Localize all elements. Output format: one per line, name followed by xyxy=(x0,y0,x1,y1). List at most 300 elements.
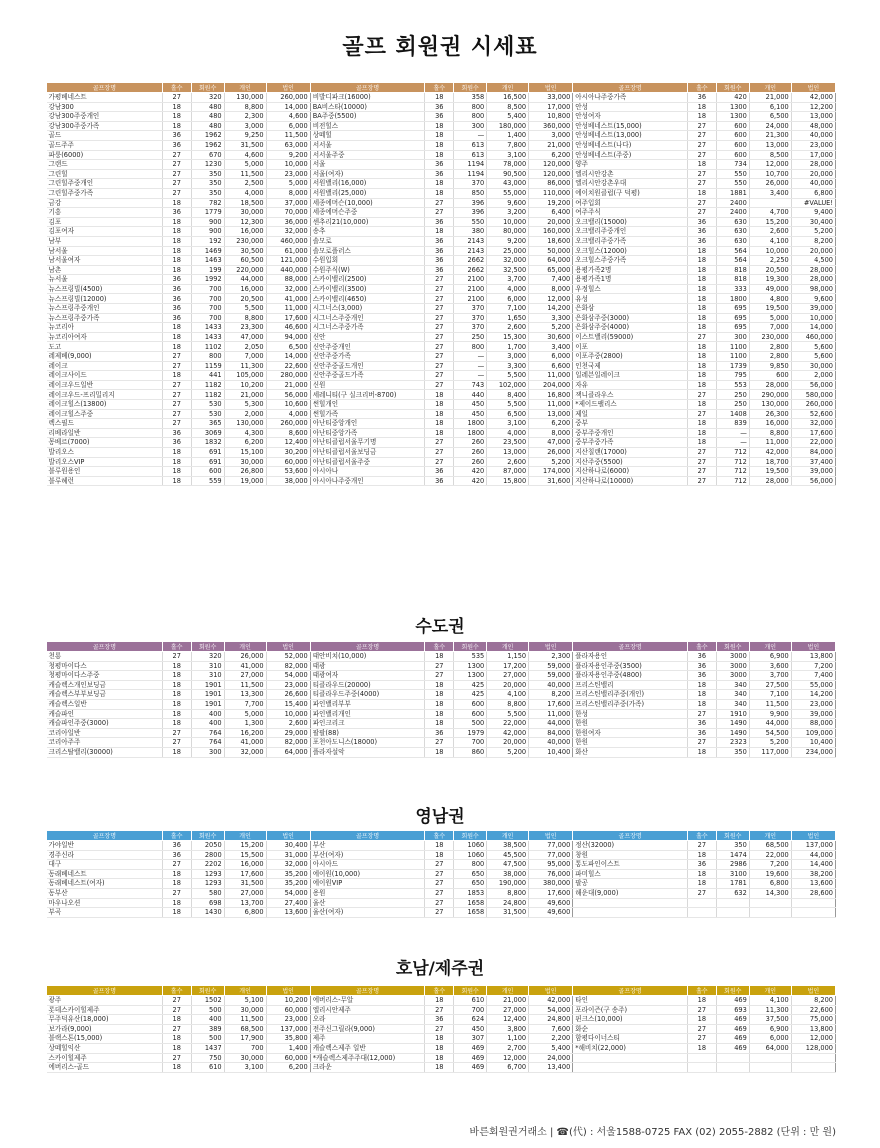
table-row xyxy=(47,652,836,662)
corporate-price-cell: 12,000 xyxy=(529,294,573,304)
holes-cell: 27 xyxy=(162,361,191,371)
holes-cell xyxy=(688,908,717,918)
members-cell: 350 xyxy=(716,841,749,851)
column-header: 홀수 xyxy=(162,986,191,996)
individual-price-cell: 7,100 xyxy=(487,304,529,314)
table-row xyxy=(47,179,836,189)
corporate-price-cell: 75,000 xyxy=(791,1015,835,1025)
holes-cell: 27 xyxy=(688,121,717,131)
members-cell: 500 xyxy=(454,719,487,729)
individual-price-cell: 15,200 xyxy=(749,217,791,227)
course-name-cell: 중부주중가족 xyxy=(573,438,688,448)
holes-cell: 18 xyxy=(688,352,717,362)
members-cell: 400 xyxy=(191,719,224,729)
individual-price-cell: 38,500 xyxy=(487,841,529,851)
column-header: 홀수 xyxy=(162,83,191,93)
individual-price-cell: 13,000 xyxy=(487,447,529,457)
individual-price-cell: 6,000 xyxy=(487,294,529,304)
individual-price-cell: 32,000 xyxy=(224,747,266,757)
corporate-price-cell: 30,200 xyxy=(266,447,310,457)
individual-price-cell: 16,500 xyxy=(487,93,529,103)
course-name-cell: 안성베네스트(주중) xyxy=(573,150,688,160)
holes-cell: 18 xyxy=(425,140,454,150)
corporate-price-cell: 6,000 xyxy=(529,352,573,362)
course-name-cell: 부산 xyxy=(310,841,425,851)
members-cell: 1469 xyxy=(191,246,224,256)
individual-price-cell: 7,000 xyxy=(224,352,266,362)
individual-price-cell: 25,000 xyxy=(487,246,529,256)
holes-cell: 18 xyxy=(688,313,717,323)
course-name-cell: 신안 xyxy=(310,332,425,342)
individual-price-cell: 5,500 xyxy=(487,709,529,719)
members-cell: 389 xyxy=(191,1024,224,1034)
holes-cell: 18 xyxy=(425,996,454,1006)
corporate-price-cell: 23,000 xyxy=(266,680,310,690)
members-cell xyxy=(716,1053,749,1063)
course-name-cell: 엘리시안제주 xyxy=(310,1005,425,1015)
table-row xyxy=(47,256,836,266)
corporate-price-cell: 55,000 xyxy=(791,680,835,690)
holes-cell: 18 xyxy=(162,256,191,266)
course-name-cell: 신안주중가족 xyxy=(310,352,425,362)
holes-cell: 18 xyxy=(425,179,454,189)
corporate-price-cell: 32,000 xyxy=(791,419,835,429)
members-cell: 1194 xyxy=(454,160,487,170)
course-name-cell: 이포주중(2800) xyxy=(573,352,688,362)
holes-cell: 36 xyxy=(425,102,454,112)
column-header: 회원수 xyxy=(454,986,487,996)
members-cell: 700 xyxy=(191,304,224,314)
course-name-cell: 상떼힐 xyxy=(310,131,425,141)
table-row xyxy=(47,400,836,410)
corporate-price-cell: 120,000 xyxy=(529,169,573,179)
corporate-price-cell: 33,000 xyxy=(529,93,573,103)
course-name-cell: 레이크힐스주중 xyxy=(47,409,163,419)
corporate-price-cell: 5,200 xyxy=(529,457,573,467)
corporate-price-cell: 4,000 xyxy=(266,409,310,419)
table-row xyxy=(47,1005,836,1015)
holes-cell: 36 xyxy=(162,438,191,448)
corporate-price-cell: 20,000 xyxy=(791,169,835,179)
table-row xyxy=(47,371,836,381)
individual-price-cell: 15,800 xyxy=(487,476,529,486)
members-cell: 400 xyxy=(191,709,224,719)
course-name-cell: 이포 xyxy=(573,342,688,352)
individual-price-cell xyxy=(749,1063,791,1073)
individual-price-cell: 5,000 xyxy=(224,709,266,719)
holes-cell: 18 xyxy=(162,1063,191,1073)
corporate-price-cell: 14,200 xyxy=(529,304,573,314)
holes-cell: 18 xyxy=(688,188,717,198)
course-name-cell: 레이크사이드 xyxy=(47,371,163,381)
course-name-cell: 시그너스주중개인 xyxy=(310,313,425,323)
course-name-cell: 김포여자 xyxy=(47,227,163,237)
holes-cell: 27 xyxy=(688,169,717,179)
individual-price-cell: 2,250 xyxy=(749,256,791,266)
holes-cell: 36 xyxy=(162,841,191,851)
corporate-price-cell: 2,200 xyxy=(529,1034,573,1044)
corporate-price-cell: 30,400 xyxy=(266,841,310,851)
course-name-cell: 남서울여자 xyxy=(47,256,163,266)
course-name-cell: 천룡 xyxy=(47,652,163,662)
members-cell: 600 xyxy=(454,699,487,709)
table-row xyxy=(47,879,836,889)
members-cell: 1962 xyxy=(191,131,224,141)
table-row xyxy=(47,121,836,131)
corporate-price-cell: 128,000 xyxy=(791,1043,835,1053)
course-name-cell: 신원 xyxy=(310,380,425,390)
corporate-price-cell: 3,000 xyxy=(529,131,573,141)
corporate-price-cell: 14,000 xyxy=(266,352,310,362)
holes-cell: 36 xyxy=(688,652,717,662)
course-name-cell: 일레븐일레이크 xyxy=(573,371,688,381)
course-name-cell: 제일 xyxy=(573,409,688,419)
members-cell: 425 xyxy=(454,690,487,700)
members-cell: 550 xyxy=(716,179,749,189)
course-name-cell: 양주 xyxy=(573,160,688,170)
individual-price-cell: 3,600 xyxy=(749,661,791,671)
corporate-price-cell: 38,000 xyxy=(266,476,310,486)
individual-price-cell: 49,000 xyxy=(749,284,791,294)
corporate-price-cell: 9,200 xyxy=(266,150,310,160)
holes-cell: 18 xyxy=(425,121,454,131)
individual-price-cell: 44,000 xyxy=(224,275,266,285)
members-cell: 400 xyxy=(191,1015,224,1025)
table-row xyxy=(47,150,836,160)
holes-cell: 18 xyxy=(425,428,454,438)
holes-cell: 18 xyxy=(425,390,454,400)
individual-price-cell: 8,500 xyxy=(487,102,529,112)
course-name-cell: 울산(여자) xyxy=(310,908,425,918)
members-cell: 2143 xyxy=(454,236,487,246)
corporate-price-cell: 460,000 xyxy=(266,236,310,246)
individual-price-cell: 27,000 xyxy=(224,671,266,681)
holes-cell: 18 xyxy=(688,1043,717,1053)
individual-price-cell: 1,100 xyxy=(487,1034,529,1044)
individual-price-cell xyxy=(749,198,791,208)
holes-cell: 27 xyxy=(688,140,717,150)
members-cell: 260 xyxy=(454,457,487,467)
course-name-cell: 프리스틴밸리주중(개인) xyxy=(573,690,688,700)
holes-cell: 27 xyxy=(162,409,191,419)
individual-price-cell: 41,000 xyxy=(224,738,266,748)
holes-cell: 18 xyxy=(162,709,191,719)
course-name-cell: 그랜드 xyxy=(47,160,163,170)
table-row xyxy=(47,246,836,256)
course-name-cell: 오크밸리주중개인 xyxy=(573,227,688,237)
section-title-yeongnam: 영남권 xyxy=(415,807,465,827)
corporate-price-cell: 18,600 xyxy=(529,236,573,246)
holes-cell: 27 xyxy=(162,169,191,179)
course-name-cell: 강남300주중개인 xyxy=(47,112,163,122)
holes-cell: 18 xyxy=(425,699,454,709)
holes-cell: 36 xyxy=(688,728,717,738)
members-cell: 1992 xyxy=(191,275,224,285)
individual-price-cell: 12,000 xyxy=(487,1053,529,1063)
holes-cell: 18 xyxy=(688,438,717,448)
column-header: 법인 xyxy=(529,642,573,652)
holes-cell: 18 xyxy=(425,1034,454,1044)
holes-cell: 27 xyxy=(425,898,454,908)
individual-price-cell: 5,200 xyxy=(487,747,529,757)
holes-cell: 27 xyxy=(425,869,454,879)
holes-cell: 36 xyxy=(162,294,191,304)
header-row xyxy=(47,831,836,841)
table-row xyxy=(47,457,836,467)
members-cell: 450 xyxy=(454,409,487,419)
members-cell xyxy=(716,908,749,918)
holes-cell: 18 xyxy=(162,227,191,237)
individual-price-cell: 3,100 xyxy=(487,419,529,429)
holes-cell: 18 xyxy=(688,699,717,709)
members-cell: 530 xyxy=(191,409,224,419)
individual-price-cell: 4,100 xyxy=(749,236,791,246)
members-cell: 693 xyxy=(716,1005,749,1015)
individual-price-cell: 42,000 xyxy=(487,728,529,738)
individual-price-cell: 6,500 xyxy=(749,112,791,122)
individual-price-cell: 13,300 xyxy=(224,690,266,700)
table-row xyxy=(47,860,836,870)
course-name-cell: 오라 xyxy=(310,1015,425,1025)
course-name-cell: 신안주중골드개인 xyxy=(310,361,425,371)
individual-price-cell: 30,500 xyxy=(224,246,266,256)
corporate-price-cell: 40,000 xyxy=(529,680,573,690)
individual-price-cell: 23,500 xyxy=(487,438,529,448)
corporate-price-cell: 88,000 xyxy=(266,275,310,285)
table-row xyxy=(47,1043,836,1053)
members-cell: 650 xyxy=(454,879,487,889)
individual-price-cell: 5,300 xyxy=(224,400,266,410)
holes-cell: 27 xyxy=(162,860,191,870)
course-name-cell: 송추 xyxy=(310,227,425,237)
corporate-price-cell: 8,200 xyxy=(791,236,835,246)
holes-cell: 36 xyxy=(688,217,717,227)
table-row xyxy=(47,342,836,352)
members-cell: 450 xyxy=(454,400,487,410)
column-header: 법인 xyxy=(791,831,835,841)
course-name-cell: 플라자설악 xyxy=(310,747,425,757)
course-name-cell: 화순 xyxy=(573,1024,688,1034)
members-cell: 2400 xyxy=(716,198,749,208)
course-name-cell xyxy=(573,898,688,908)
table-row xyxy=(47,140,836,150)
holes-cell: 36 xyxy=(162,850,191,860)
course-name-cell: 캐슬렉스부부보딩금 xyxy=(47,690,163,700)
holes-cell: 27 xyxy=(425,380,454,390)
course-name-cell: 에버리스-골드 xyxy=(47,1063,163,1073)
course-name-cell: BA주중(5500) xyxy=(310,112,425,122)
course-name-cell: 화산 xyxy=(573,747,688,757)
course-name-cell: 여주입회 xyxy=(573,198,688,208)
holes-cell: 27 xyxy=(688,447,717,457)
individual-price-cell: 117,000 xyxy=(749,747,791,757)
individual-price-cell: 15,500 xyxy=(224,850,266,860)
members-cell: 500 xyxy=(191,1034,224,1044)
individual-price-cell: 20,000 xyxy=(487,680,529,690)
table-row xyxy=(47,699,836,709)
holes-cell: 18 xyxy=(688,112,717,122)
holes-cell: 36 xyxy=(425,217,454,227)
corporate-price-cell: 137,000 xyxy=(266,1024,310,1034)
individual-price-cell: 16,200 xyxy=(224,728,266,738)
course-name-cell: 아난티클럽서울무기명 xyxy=(310,438,425,448)
individual-price-cell: 10,200 xyxy=(224,380,266,390)
column-header: 홀수 xyxy=(162,642,191,652)
corporate-price-cell: 5,000 xyxy=(266,179,310,189)
individual-price-cell: 6,900 xyxy=(749,652,791,662)
table-row xyxy=(47,428,836,438)
footer-contact: 바른회원권거래소 | ☎(代) : 서울1588-0725 FAX (02) 2055-2882 (단위 : 만 원) xyxy=(469,1127,836,1138)
members-cell: 2400 xyxy=(716,208,749,218)
corporate-price-cell: 12,000 xyxy=(791,1034,835,1044)
members-cell: 350 xyxy=(191,169,224,179)
course-name-cell: 엘리시안강촌우대 xyxy=(573,179,688,189)
members-cell: 550 xyxy=(716,169,749,179)
table-row xyxy=(47,747,836,757)
members-cell: 1230 xyxy=(191,160,224,170)
members-cell: 1182 xyxy=(191,380,224,390)
holes-cell: 27 xyxy=(162,1005,191,1015)
holes-cell: 36 xyxy=(425,160,454,170)
table-row xyxy=(47,409,836,419)
column-header: 홀수 xyxy=(425,83,454,93)
individual-price-cell: 24,000 xyxy=(749,121,791,131)
individual-price-cell: 6,000 xyxy=(749,1034,791,1044)
individual-price-cell: 9,250 xyxy=(224,131,266,141)
holes-cell: 36 xyxy=(425,256,454,266)
course-name-cell: 발리오스 xyxy=(47,447,163,457)
members-cell: 480 xyxy=(191,112,224,122)
table-row xyxy=(47,284,836,294)
individual-price-cell: 90,500 xyxy=(487,169,529,179)
members-cell: 1293 xyxy=(191,869,224,879)
corporate-price-cell: 10,400 xyxy=(529,747,573,757)
course-name-cell: 팔팔(88) xyxy=(310,728,425,738)
members-cell: 350 xyxy=(191,179,224,189)
individual-price-cell: 26,000 xyxy=(749,179,791,189)
individual-price-cell: 32,000 xyxy=(487,256,529,266)
holes-cell: 27 xyxy=(688,841,717,851)
individual-price-cell: 3,200 xyxy=(487,208,529,218)
corporate-price-cell: 77,000 xyxy=(529,850,573,860)
course-name-cell: 롯데스카이힐제주 xyxy=(47,1005,163,1015)
individual-price-cell: 22,000 xyxy=(487,719,529,729)
corporate-price-cell: 580,000 xyxy=(791,390,835,400)
holes-cell: 18 xyxy=(425,680,454,690)
corporate-price-cell: 63,000 xyxy=(266,140,310,150)
course-name-cell: 정산(32000) xyxy=(573,841,688,851)
holes-cell: 18 xyxy=(425,227,454,237)
holes-cell: 18 xyxy=(162,898,191,908)
course-name-cell: 뉴스프링주중개인 xyxy=(47,304,163,314)
course-name-cell: 태광 xyxy=(310,661,425,671)
corporate-price-cell: 22,600 xyxy=(791,1005,835,1015)
course-name-cell: 남부 xyxy=(47,236,163,246)
individual-price-cell: 27,500 xyxy=(749,680,791,690)
individual-price-cell: 600 xyxy=(749,371,791,381)
corporate-price-cell: 37,400 xyxy=(791,457,835,467)
corporate-price-cell: 30,400 xyxy=(791,217,835,227)
holes-cell: 27 xyxy=(425,879,454,889)
holes-cell: 27 xyxy=(425,323,454,333)
holes-cell: 36 xyxy=(162,208,191,218)
column-header: 홀수 xyxy=(425,642,454,652)
members-cell: 2100 xyxy=(454,275,487,285)
individual-price-cell: 10,000 xyxy=(487,217,529,227)
individual-price-cell: 21,000 xyxy=(224,390,266,400)
holes-cell: 27 xyxy=(425,284,454,294)
holes-cell: 36 xyxy=(425,265,454,275)
holes-cell: 18 xyxy=(425,747,454,757)
course-name-cell: 지산하나로(6000) xyxy=(573,467,688,477)
holes-cell: 18 xyxy=(688,996,717,1006)
corporate-price-cell: 7,400 xyxy=(791,671,835,681)
individual-price-cell: 12,400 xyxy=(487,1015,529,1025)
members-cell: 358 xyxy=(454,93,487,103)
course-name-cell: 신안주중골드가족 xyxy=(310,371,425,381)
table-row xyxy=(47,738,836,748)
course-name-cell xyxy=(573,1063,688,1073)
members-cell: 350 xyxy=(191,188,224,198)
course-name-cell: 유성 xyxy=(573,294,688,304)
course-name-cell: 수원입회 xyxy=(310,256,425,266)
column-header: 회원수 xyxy=(454,831,487,841)
holes-cell: 27 xyxy=(688,390,717,400)
individual-price-cell: 30,000 xyxy=(224,457,266,467)
corporate-price-cell: 23,000 xyxy=(791,140,835,150)
holes-cell: 27 xyxy=(162,652,191,662)
course-name-cell: 에이원VIP xyxy=(310,879,425,889)
corporate-price-cell: 95,000 xyxy=(529,860,573,870)
course-name-cell: 아난티클럽서울주중 xyxy=(310,457,425,467)
individual-price-cell: 14,300 xyxy=(749,888,791,898)
members-cell: 1433 xyxy=(191,323,224,333)
holes-cell: 36 xyxy=(425,1015,454,1025)
column-header: 회원수 xyxy=(454,642,487,652)
table-row xyxy=(47,728,836,738)
individual-price-cell: 8,800 xyxy=(224,313,266,323)
course-name-cell: 타인 xyxy=(573,996,688,1006)
course-name-cell: 자유 xyxy=(573,380,688,390)
column-header: 개인 xyxy=(224,986,266,996)
course-name-cell: 리베라일반 xyxy=(47,428,163,438)
corporate-price-cell: 13,600 xyxy=(791,879,835,889)
corporate-price-cell: 8,000 xyxy=(266,188,310,198)
column-header: 골프장명 xyxy=(310,986,425,996)
individual-price-cell: 6,800 xyxy=(224,908,266,918)
holes-cell: 36 xyxy=(688,860,717,870)
course-name-cell: 뉴코리아 xyxy=(47,323,163,333)
course-name-cell: 파인밸리부부 xyxy=(310,699,425,709)
table-row xyxy=(47,217,836,227)
individual-price-cell: 54,500 xyxy=(749,728,791,738)
members-cell: 1781 xyxy=(716,879,749,889)
corporate-price-cell: 2,000 xyxy=(791,371,835,381)
holes-cell: 18 xyxy=(162,198,191,208)
column-header: 법인 xyxy=(266,83,310,93)
corporate-price-cell: 120,000 xyxy=(529,160,573,170)
members-cell: 420 xyxy=(716,93,749,103)
table-row xyxy=(47,361,836,371)
members-cell: 613 xyxy=(454,150,487,160)
holes-cell: 18 xyxy=(688,869,717,879)
members-cell: 1779 xyxy=(191,208,224,218)
individual-price-cell: 19,500 xyxy=(749,304,791,314)
holes-cell: 18 xyxy=(162,719,191,729)
members-cell: 600 xyxy=(716,140,749,150)
course-name-cell: 아난티클럽서울보딩금 xyxy=(310,447,425,457)
header-row xyxy=(47,83,836,93)
